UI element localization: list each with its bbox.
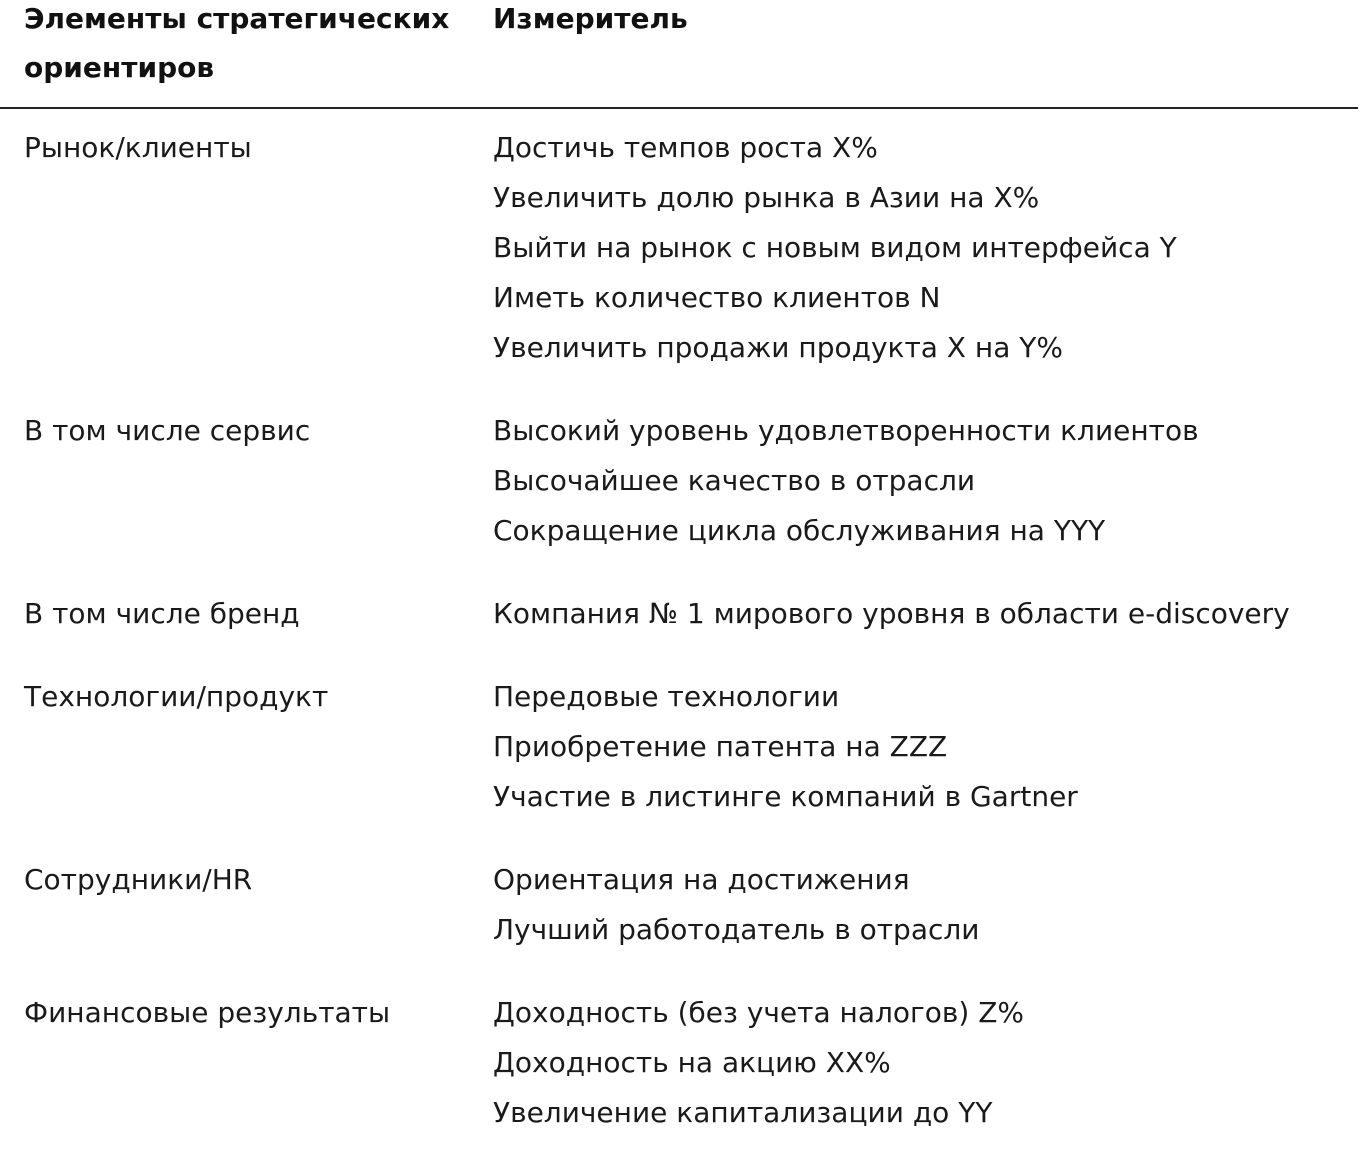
row-category: В том числе сервис <box>24 414 311 447</box>
measure-item: Лучший работодатель в отрасли <box>493 913 980 946</box>
row-category: Технологии/продукт <box>24 680 329 713</box>
row-measures <box>493 123 1343 373</box>
row-category: В том числе бренд <box>24 597 300 630</box>
measure-item: Увеличение капитализации до YY <box>493 1096 993 1129</box>
table-row <box>0 988 1360 1138</box>
measure-item: Сокращение цикла обслуживания на YYY <box>493 514 1106 547</box>
column-header-measure: Измеритель <box>493 2 688 35</box>
table-row <box>0 589 1360 639</box>
measure-item: Компания № 1 мирового уровня в области e-discovery <box>493 597 1290 630</box>
column-header-elements: Элементы стратегических ориентиров <box>24 2 450 84</box>
measure-item: Приобретение патента на ZZZ <box>493 730 948 763</box>
measure-item: Участие в листинге компаний в Gartner <box>493 780 1078 813</box>
measure-item: Выйти на рынок с новым видом интерфейса Y <box>493 231 1177 264</box>
row-measures <box>493 855 1343 955</box>
row-category: Рынок/клиенты <box>24 131 252 164</box>
measure-item: Доходность на акцию XX% <box>493 1046 891 1079</box>
measure-item: Ориентация на достижения <box>493 863 910 896</box>
row-category: Финансовые результаты <box>24 996 391 1029</box>
measure-item: Высочайшее качество в отрасли <box>493 464 976 497</box>
measure-item: Иметь количество клиентов N <box>493 281 941 314</box>
measure-item: Увеличить продажи продукта X на Y% <box>493 331 1063 364</box>
row-measures <box>493 406 1343 556</box>
table-body <box>0 123 1360 1171</box>
measure-item: Достичь темпов роста X% <box>493 131 878 164</box>
table-row <box>0 406 1360 556</box>
row-measures <box>493 988 1343 1138</box>
row-measures <box>493 672 1343 822</box>
header-divider <box>0 107 1358 109</box>
measure-item: Передовые технологии <box>493 680 840 713</box>
measure-item: Доходность (без учета налогов) Z% <box>493 996 1024 1029</box>
measure-item: Высокий уровень удовлетворенности клиентов <box>493 414 1199 447</box>
row-measures <box>493 589 1343 639</box>
table-row <box>0 855 1360 955</box>
row-category: Сотрудники/HR <box>24 863 253 896</box>
table-row <box>0 123 1360 373</box>
measure-item: Увеличить долю рынка в Азии на X% <box>493 181 1040 214</box>
table-row <box>0 672 1360 822</box>
